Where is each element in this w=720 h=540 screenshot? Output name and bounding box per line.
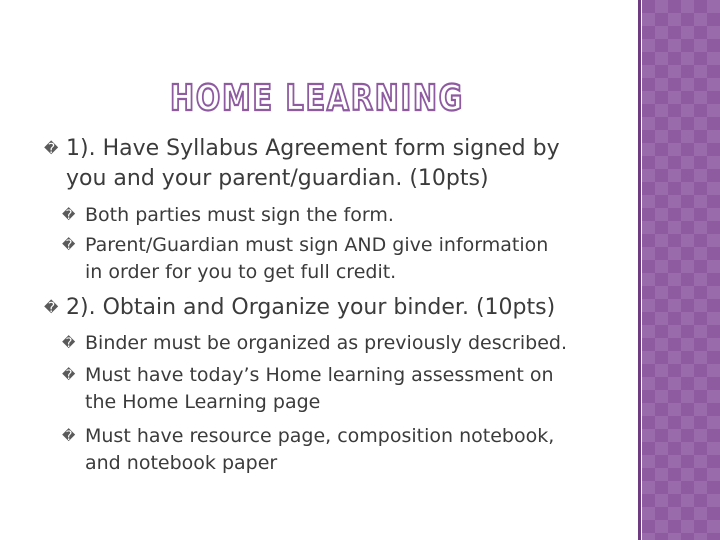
bullet-icon: � xyxy=(44,300,59,316)
decorative-side-panel xyxy=(642,0,720,540)
sub-item-text: Must have resource page, composition notebook, xyxy=(85,425,555,447)
bullet-icon: � xyxy=(62,368,76,383)
slide-title xyxy=(170,72,470,118)
item-text: Obtain and Organize your binder. (10pts) xyxy=(102,295,556,320)
bullet-icon: � xyxy=(62,238,76,253)
sub-item-text-continued: in order for you to get full credit. xyxy=(85,261,397,283)
list-item-1 xyxy=(44,134,604,193)
item-number: 2). xyxy=(66,295,96,320)
sub-item-text: Binder must be organized as previously described. xyxy=(85,332,567,354)
title-outline-text xyxy=(170,72,470,118)
sub-item-2-1 xyxy=(62,330,602,357)
sub-item-2-2 xyxy=(62,362,602,415)
item-text-continued: you and your parent/guardian. (10pts) xyxy=(66,166,489,191)
bullet-icon: � xyxy=(62,208,76,223)
sub-item-1-2 xyxy=(62,232,602,285)
side-divider xyxy=(638,0,641,540)
sub-item-text: Must have today’s Home learning assessment on xyxy=(85,364,554,386)
sub-item-text: Parent/Guardian must sign AND give information xyxy=(85,234,549,256)
bullet-icon: � xyxy=(44,141,59,157)
bullet-icon: � xyxy=(62,429,76,444)
sub-item-2-3 xyxy=(62,423,602,476)
sub-item-text: Both parties must sign the form. xyxy=(85,204,394,226)
item-number: 1). xyxy=(66,136,96,161)
sub-item-text-continued: the Home Learning page xyxy=(85,391,321,413)
bullet-icon: � xyxy=(62,336,76,351)
list-item-2 xyxy=(44,293,604,323)
title-text: HOME LEARNING xyxy=(170,78,464,119)
item-text: Have Syllabus Agreement form signed by xyxy=(102,136,560,161)
sub-item-text-continued: and notebook paper xyxy=(85,452,278,474)
sub-item-1-1 xyxy=(62,202,602,229)
